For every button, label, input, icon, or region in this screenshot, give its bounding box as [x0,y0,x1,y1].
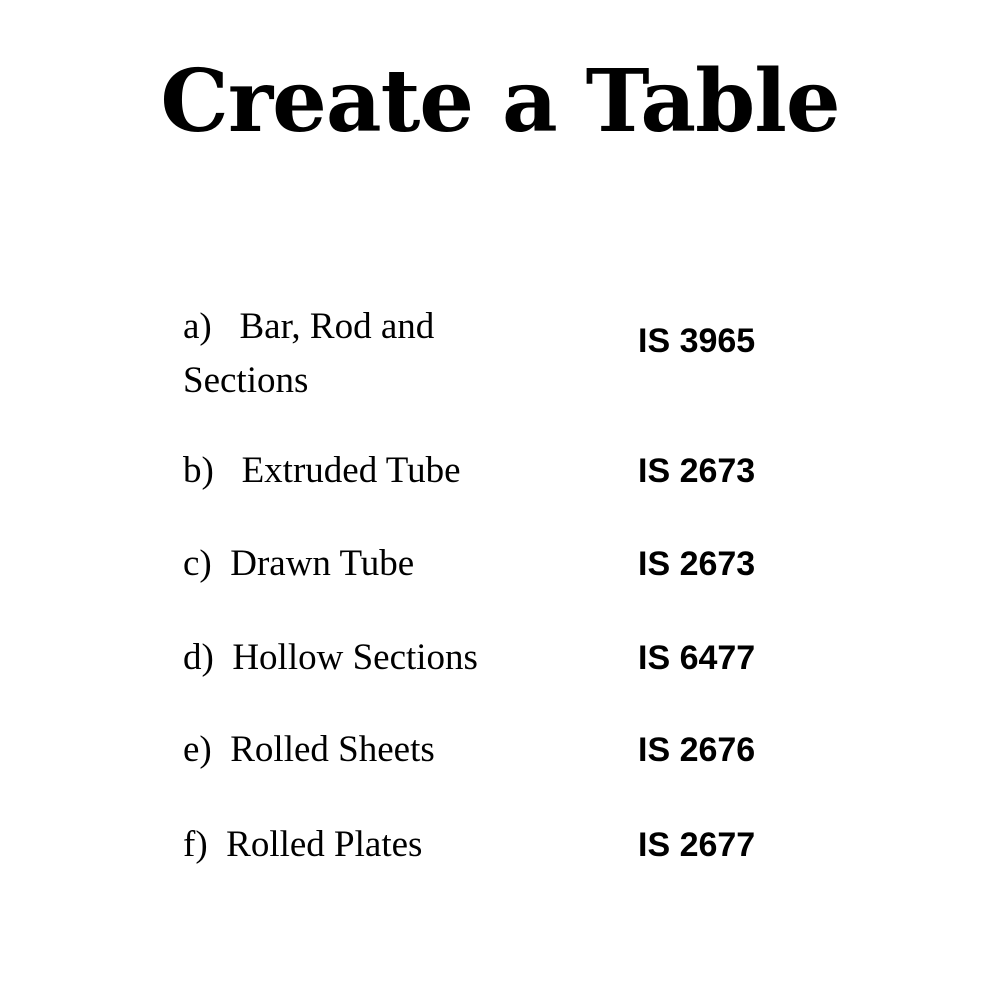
row-label: a) Bar, Rod and Sections [183,306,444,401]
row-value: IS 6477 [638,639,756,677]
row-value: IS 3965 [638,322,756,360]
row-label: b) Extruded Tube [183,450,461,491]
row-value: IS 2673 [638,545,756,583]
row-label: d) Hollow Sections [183,637,478,678]
row-label: e) Rolled Sheets [183,729,435,770]
row-value: IS 2677 [638,826,756,864]
row-value: IS 2673 [638,452,756,490]
row-label: f) Rolled Plates [183,824,423,865]
row-label: c) Drawn Tube [183,543,415,584]
row-value: IS 2676 [638,731,756,769]
page-title: Create a Table [160,51,840,152]
